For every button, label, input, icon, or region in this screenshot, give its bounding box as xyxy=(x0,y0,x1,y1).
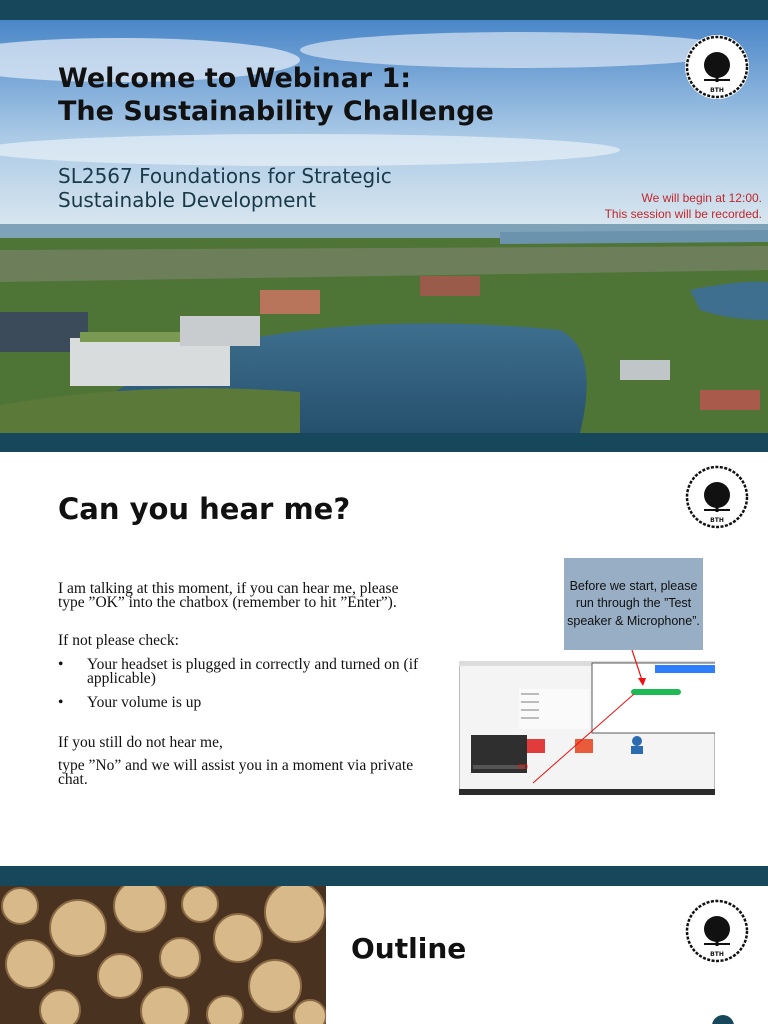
course-subtitle xyxy=(58,164,392,212)
instructions xyxy=(58,582,428,787)
list-item xyxy=(58,696,428,710)
title-line-1: Welcome to Webinar 1: xyxy=(58,63,412,94)
bth-logo xyxy=(684,464,750,530)
notice-line-1: We will begin at 12:00. xyxy=(641,191,762,205)
slide-can-you-hear-me xyxy=(0,452,768,866)
paragraph-type-no: type ”No” and we will assist you in a moment via private chat. xyxy=(58,757,414,788)
slide-heading: Can you hear me? xyxy=(58,492,351,526)
notice-line-2: This session will be recorded. xyxy=(604,207,762,221)
slide-outline xyxy=(0,866,768,1024)
paragraph-talking: I am talking at this moment, if you can hear me, please type ”OK” into the chatbox (remember to hit ”Enter”). xyxy=(58,580,399,611)
start-notice xyxy=(605,190,762,222)
logo-abbr: BTH xyxy=(710,517,724,524)
paragraph-check: If not please check: xyxy=(58,632,179,649)
bullet-text: Your volume is up xyxy=(87,694,202,711)
callout-arrow xyxy=(630,650,650,690)
slide-corner-mark xyxy=(710,1012,736,1024)
bth-logo xyxy=(684,34,750,100)
paragraph-still: If you still do not hear me, xyxy=(58,734,223,751)
subtitle-line-2: Sustainable Development xyxy=(58,188,316,212)
title-line-2: The Sustainability Challenge xyxy=(58,96,494,127)
slide-title xyxy=(58,62,494,128)
slide-heading: Outline xyxy=(351,932,467,965)
zoom-audio-screenshot xyxy=(459,661,715,795)
bullet-icon: • xyxy=(58,694,64,711)
logo-abbr: BTH xyxy=(710,951,724,958)
list-item xyxy=(58,658,428,686)
slide-top-band xyxy=(0,0,768,20)
subtitle-line-1: SL2567 Foundations for Strategic xyxy=(58,164,392,188)
logo-abbr: BTH xyxy=(710,87,724,94)
slide-top-band xyxy=(0,866,768,886)
bullet-text: Your headset is plugged in correctly and turned on (if applicable) xyxy=(87,656,419,687)
bth-logo xyxy=(684,898,750,964)
callout-text: Before we start, please run through the ”Test speaker & Microphone”. xyxy=(567,578,700,628)
slide-welcome xyxy=(0,0,768,452)
slide-bottom-band xyxy=(0,433,768,452)
test-audio-callout xyxy=(564,558,703,650)
log-pile-photo xyxy=(0,886,326,1024)
bullet-icon: • xyxy=(58,656,64,673)
